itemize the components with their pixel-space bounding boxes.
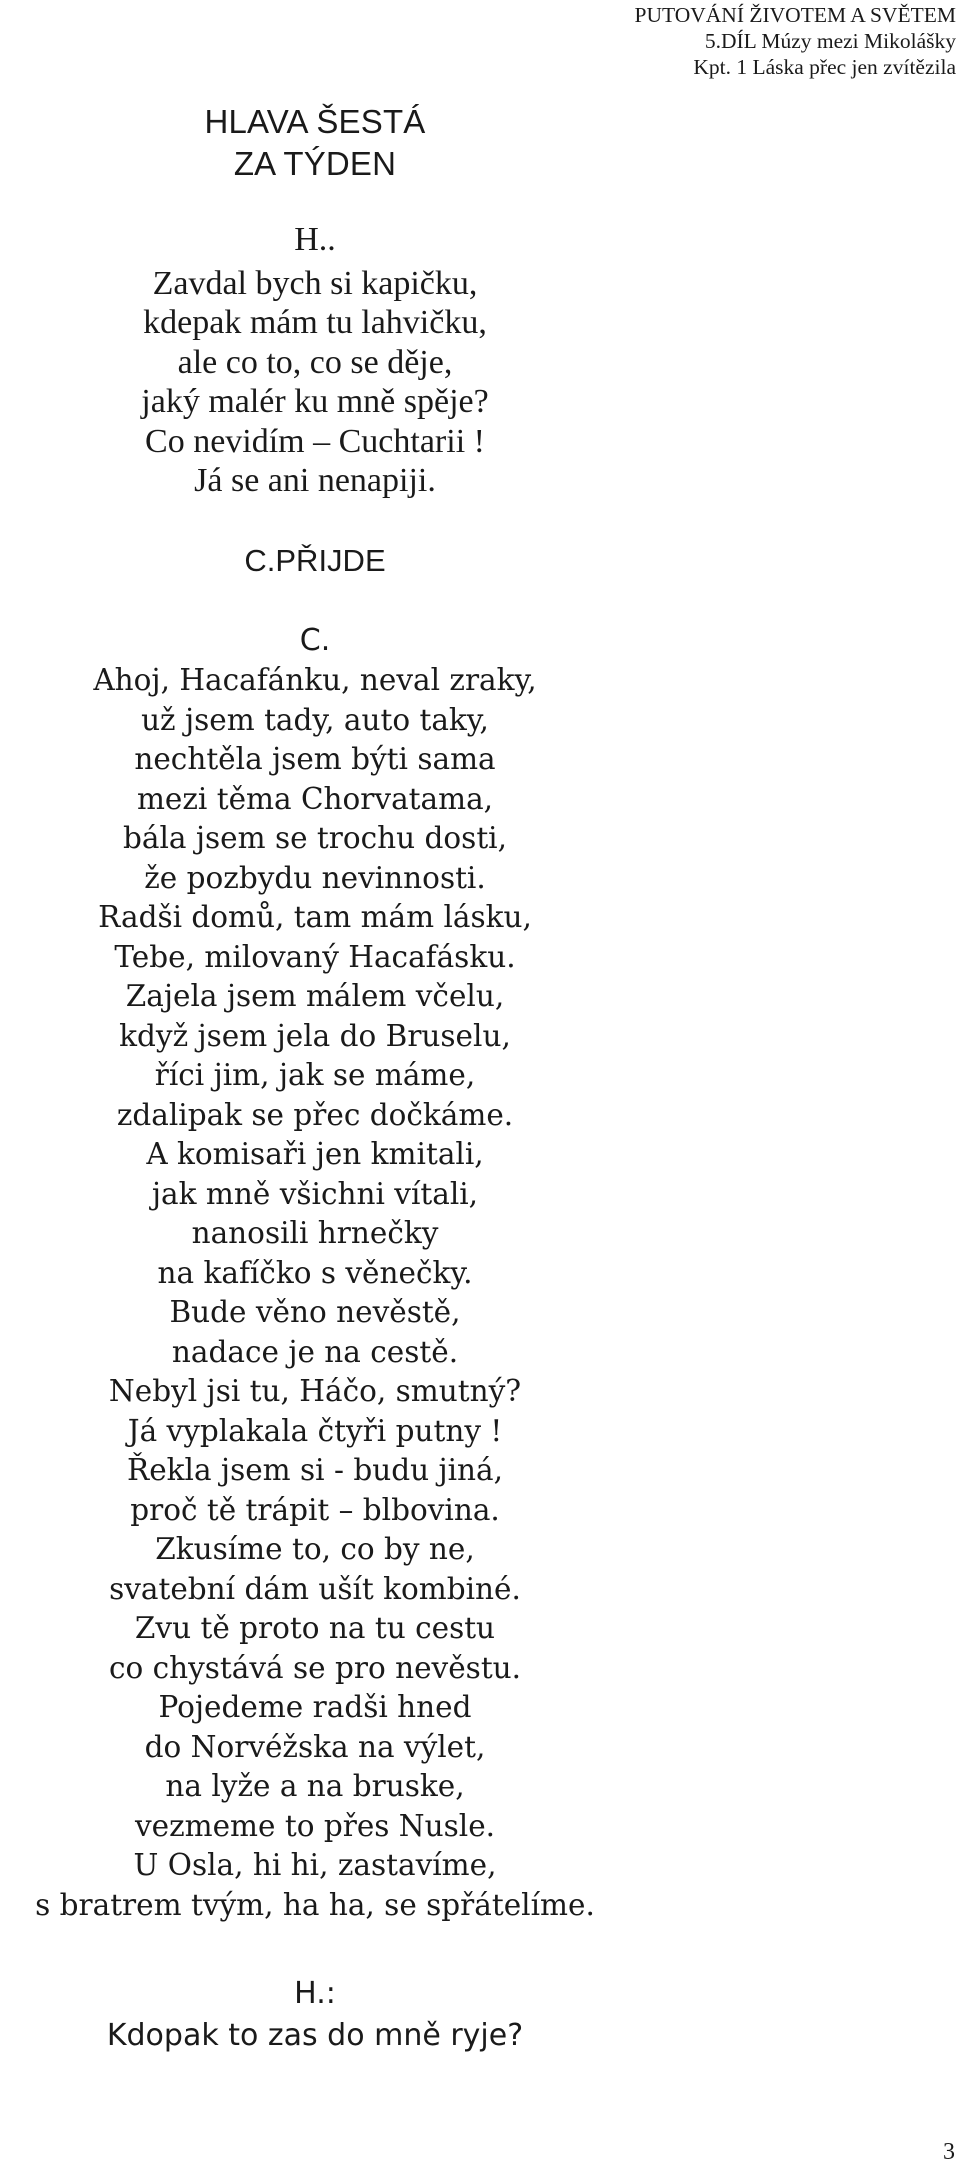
verse-line: nadace je na cestě. (171, 1334, 459, 1369)
verse-line: do Norvéžska na výlet, (144, 1729, 486, 1764)
header-chapter-title: Kpt. 1 Láska přec jen zvítězila (693, 55, 956, 79)
verse-line: Zavdal bych si kapičku, (152, 265, 478, 302)
verse-line: nechtěla jsem býti sama (134, 742, 496, 777)
verse-line: mezi těma Chorvatama, (136, 781, 494, 816)
verse-line: zdalipak se přec dočkáme. (116, 1097, 514, 1132)
running-header (634, 2, 956, 80)
verse-line: když jsem jela do Bruselu, (119, 1018, 511, 1053)
verse-line: bála jsem se trochu dosti, (122, 821, 507, 856)
verse-line-h-2: Kdopak to zas do mně ryje? (106, 2018, 524, 2053)
verse-line: Co nevidím – Cuchtarii ! (145, 422, 485, 460)
verse-line: Pojedeme radši hned (158, 1690, 472, 1725)
verse-line: Zkusíme to, co by ne, (155, 1532, 475, 1567)
verse-line: svatební dám ušít kombiné. (109, 1571, 521, 1606)
verse-line: U Osla, hi hi, zastavíme, (133, 1848, 497, 1883)
verse-line: s bratrem tvým, ha ha, se spřátelíme. (35, 1887, 595, 1922)
verse-line: už jsem tady, auto taky, (141, 702, 489, 737)
verse-line: že pozbydu nevinnosti. (144, 860, 486, 895)
verse-line: Tebe, milovaný Hacafásku. (114, 939, 516, 974)
page-number: 3 (943, 2139, 955, 2165)
verse-line: jak mně všichni vítali, (151, 1176, 479, 1211)
verse-line: Bude věno nevěstě, (169, 1295, 461, 1330)
verse-line: ale co to, co se děje, (177, 343, 453, 381)
verse-line: kdepak mám tu lahvičku, (143, 304, 487, 342)
verse-line: Ahoj, Hacafánku, neval zraky, (93, 663, 537, 697)
verse-block-h (0, 264, 630, 500)
verse-line: nanosili hrnečky (191, 1216, 439, 1251)
header-part-title: 5.DÍL Múzy mezi Mikolášky (704, 29, 956, 53)
chapter-title-line-2: ZA TÝDEN (233, 145, 397, 182)
verse-line: Zvu tě proto na tu cestu (134, 1611, 496, 1646)
chapter-title (0, 101, 630, 185)
verse-line: vezmeme to přes Nusle. (134, 1808, 496, 1843)
verse-block-c (0, 661, 630, 1926)
verse-line: A komisaři jen kmitali, (146, 1137, 484, 1172)
verse-line: říci jim, jak se máme, (154, 1058, 476, 1093)
speaker-label-c: C. (299, 623, 331, 658)
chapter-title-line-1: HLAVA ŠESTÁ (204, 103, 426, 140)
speaker-label-h-2: H.: (294, 1976, 336, 2011)
verse-line: proč tě trápit – blbovina. (130, 1492, 500, 1527)
speaker-label-h: H.. (294, 221, 336, 258)
verse-line: Řekla jsem si - budu jiná, (126, 1453, 504, 1488)
verse-line: na kafíčko s věnečky. (157, 1255, 473, 1290)
verse-line: co chystává se pro nevěstu. (108, 1650, 522, 1685)
stage-direction: C.PŘIJDE (244, 543, 386, 578)
verse-line: Zajela jsem málem včelu, (125, 979, 505, 1014)
verse-line: jaký malér ku mně spěje? (141, 383, 489, 421)
verse-line: na lyže a na bruske, (165, 1769, 465, 1804)
verse-line: Radši domů, tam mám lásku, (98, 900, 532, 935)
verse-line: Já vyplakala čtyři putny ! (127, 1413, 503, 1448)
verse-line: Nebyl jsi tu, Háčo, smutný? (108, 1374, 522, 1409)
header-book-title: PUTOVÁNÍ ŽIVOTEM A SVĚTEM (634, 3, 956, 27)
verse-line: Já se ani nenapiji. (194, 461, 436, 499)
